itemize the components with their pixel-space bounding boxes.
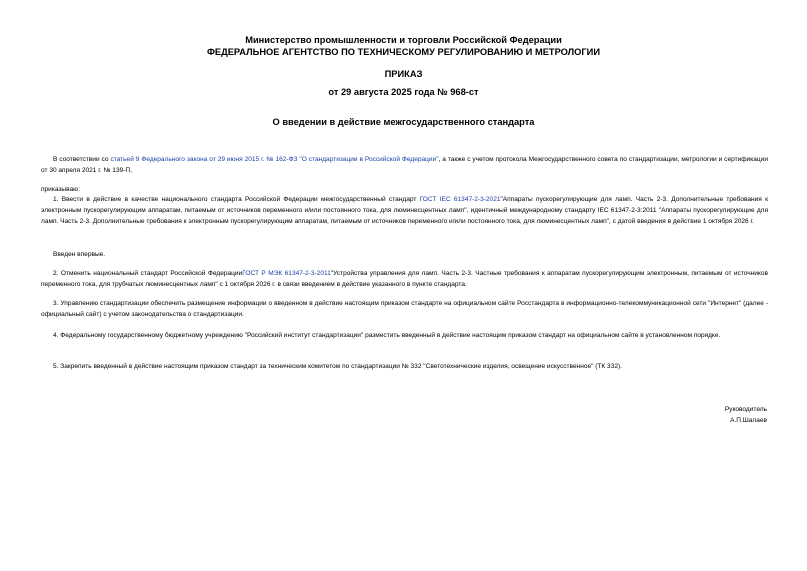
item-1-text-2: "Аппараты пускорегулирующие для ламп. Часть 2-3. Дополнительные требования к электронным пускорегулирующим аппаратам, питаемым от источников переменного и/или постоянного тока, для люминесцентных ламп", идентичный международному стандарту IEC 61347-2-3:2011 "Аппараты пускорегулирующие для ламп. Часть 2-3. Дополнительные требования к электронным пускорегулирующим аппаратам, питаемым от источников переменного и/или постоянного тока, для люминесцентных ламп", с датой введения в действие 1 октября 2026 г. xyxy=(41,196,768,225)
item-5-paragraph: 5. Закрепить введенный в действие настоящим приказом стандарт за техническим комитетом по стандартизации № 332 "Светотехнические изделия, освещение искусственное" (ТК 332). xyxy=(53,363,622,370)
order-subject: О введении в действие межгосударственного стандарта xyxy=(272,117,535,127)
order-word: приказываю: xyxy=(41,186,80,193)
item-2-paragraph xyxy=(41,268,768,290)
gost-r-iec-link[interactable]: ГОСТ Р МЭК 61347-2-3-2011 xyxy=(242,270,331,277)
item-4-paragraph: 4. Федеральному государственному бюджетному учреждению "Российский институт стандартизации" разместить введенный в действие настоящим приказом стандарт на официальном сайте в установленном порядке. xyxy=(53,332,721,339)
order-title: ПРИКАЗ xyxy=(384,69,423,79)
item-1-paragraph xyxy=(41,194,768,227)
agency-title: ФЕДЕРАЛЬНОЕ АГЕНТСТВО ПО ТЕХНИЧЕСКОМУ РЕГУЛИРОВАНИЮ И МЕТРОЛОГИИ xyxy=(206,47,601,57)
introduced-note: Введен впервые. xyxy=(53,251,106,258)
preamble-paragraph xyxy=(41,154,768,176)
order-date: от 29 августа 2025 года № 968-ст xyxy=(328,87,479,97)
gost-iec-link[interactable]: ГОСТ IEC 61347-2-3-2021 xyxy=(419,196,501,203)
item-2-text-2: "Устройства управления для ламп. Часть 2-3. Частные требования к аппаратам пускорегулирующим электронным, питаемым от источников переменного тока, для трубчатых люминесцентных ламп" с 1 октября 2026 г. в связи введением в действие указанного в пункте стандарта. xyxy=(41,270,768,288)
item-3-paragraph: 3. Управлению стандартизации обеспечить размещение информации о введенном в действие настоящим приказом стандарте на официальном сайте Росстандарта в информационно-телекоммуникационной сети "Интернет" (далее - официальный сайт) с учетом законодательства о стандартизации. xyxy=(41,300,768,318)
preamble-text-2: , а также с учетом протокола Межгосударственного совета по стандартизации, метрологии и сертификации от 30 апреля 2021 г. № 139-П, xyxy=(41,156,768,174)
item-1-text-1: 1. Ввести в действие в качестве национального стандарта Российской Федерации межгосударственный стандарт xyxy=(53,196,420,203)
signature-name: А.П.Шалаев xyxy=(730,417,767,424)
preamble-text-1: В соответствии со xyxy=(53,156,111,163)
item-2-text-1: 2. Отменить национальный стандарт Российской Федерации xyxy=(53,270,243,277)
signature-position: Руководитель xyxy=(724,406,767,413)
ministry-title: Министерство промышленности и торговли Российской Федерации xyxy=(245,35,562,45)
federal-law-link[interactable]: статьей 9 Федерального закона от 29 июня 2015 г. № 162-ФЗ "О стандартизации в Российской Федерации" xyxy=(110,156,439,163)
